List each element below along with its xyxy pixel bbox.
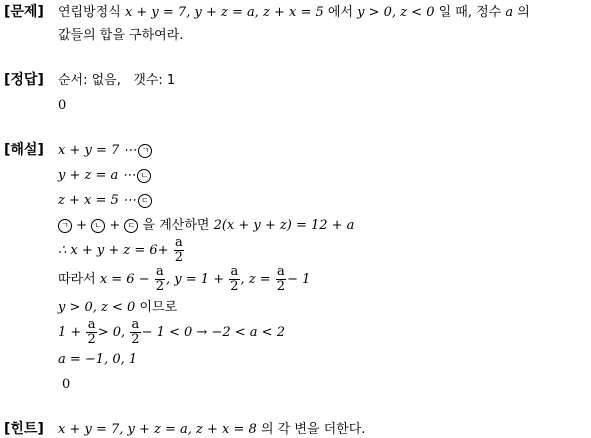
solution-line-9: [58, 351, 137, 368]
fraction-a-over-2: $\frac{a}{2}$: [155, 264, 165, 294]
solution-line-3: [58, 192, 152, 209]
plus-sign: +: [76, 218, 88, 233]
solution-label: [해설]: [4, 142, 44, 158]
hint-equations: x + y = 7, y + z = a, z + x = 8: [58, 422, 257, 437]
solution-line-8: [58, 318, 285, 347]
problem-text-end: 의: [513, 5, 530, 20]
answer-meta: [58, 72, 175, 89]
circled-digeut-icon: ㄷ: [124, 219, 138, 233]
problem-text-prefix: 연립방정식: [58, 5, 125, 20]
solution-result: 0: [62, 377, 71, 392]
solution-line-7: [58, 299, 177, 316]
answer-count: 갯수: 1: [133, 73, 176, 88]
solution-line-2: [58, 167, 151, 184]
circled-digeut-icon: ㄷ: [138, 194, 152, 208]
problem-condition: y > 0, z < 0: [357, 5, 435, 20]
problem-line-1: [58, 4, 530, 21]
problem-text-mid: 에서: [323, 5, 358, 20]
hint-line: [58, 421, 365, 438]
problem-text-suffix: 일 때, 정수: [434, 5, 506, 20]
hint-text: 의 각 변을 더한다.: [256, 422, 366, 437]
equation-2: y + z = a ⋯: [58, 168, 136, 183]
equation-1: x + y = 7 ⋯: [58, 143, 137, 158]
sum-text: 을 계산하면: [138, 218, 214, 233]
solution-line-4: [58, 217, 354, 234]
fraction-a-over-2: $\frac{a}{2}$: [276, 264, 286, 294]
inequality-c: − 1 < 0 → −2 < a < 2: [141, 325, 285, 340]
fraction-a-over-2: $\frac{a}{2}$: [174, 235, 183, 265]
answer-order: 순서: 없음,: [58, 73, 121, 88]
equation-3: z + x = 5 ⋯: [58, 193, 136, 208]
condition-equation: y > 0, z < 0: [58, 300, 136, 315]
x-expression: x = 6 −: [99, 272, 150, 287]
problem-equations: x + y = 7, y + z = a, z + x = 5: [124, 5, 324, 20]
z-expression-tail: − 1: [287, 272, 311, 287]
thus-text: 따라서: [58, 272, 100, 287]
solution-line-1: [58, 142, 152, 159]
since-text: 이므로: [135, 300, 178, 315]
therefore-equation: ∴ x + y + z = 6+: [58, 243, 169, 258]
fraction-a-over-2: $\frac{a}{2}$: [230, 264, 239, 294]
circled-nieun-icon: ㄴ: [137, 169, 151, 183]
circled-giyeok-icon: ㄱ: [58, 219, 72, 233]
hint-label: [힌트]: [4, 421, 44, 437]
fraction-a-over-2: $\frac{a}{2}$: [87, 317, 96, 347]
solution-line-6: [58, 265, 310, 294]
circled-giyeok-icon: ㄱ: [138, 144, 152, 158]
problem-label: [문제]: [4, 4, 44, 20]
inequality-b: > 0,: [97, 325, 126, 340]
solution-line-5: [58, 236, 185, 265]
inequality-a: 1 +: [58, 325, 82, 340]
answer-label: [정답]: [4, 72, 44, 88]
y-expression: , y = 1 +: [166, 272, 225, 287]
plus-sign: +: [109, 218, 121, 233]
fraction-a-over-2: $\frac{a}{2}$: [131, 317, 140, 347]
problem-variable: a: [505, 5, 514, 20]
sum-equation: 2(x + y + z) = 12 + a: [213, 218, 355, 233]
z-expression: , z =: [240, 272, 271, 287]
circled-nieun-icon: ㄴ: [91, 219, 105, 233]
a-values: a = −1, 0, 1: [58, 352, 138, 367]
problem-line-2: 값들의 합을 구하여라.: [58, 28, 184, 43]
answer-value: 0: [58, 98, 67, 113]
